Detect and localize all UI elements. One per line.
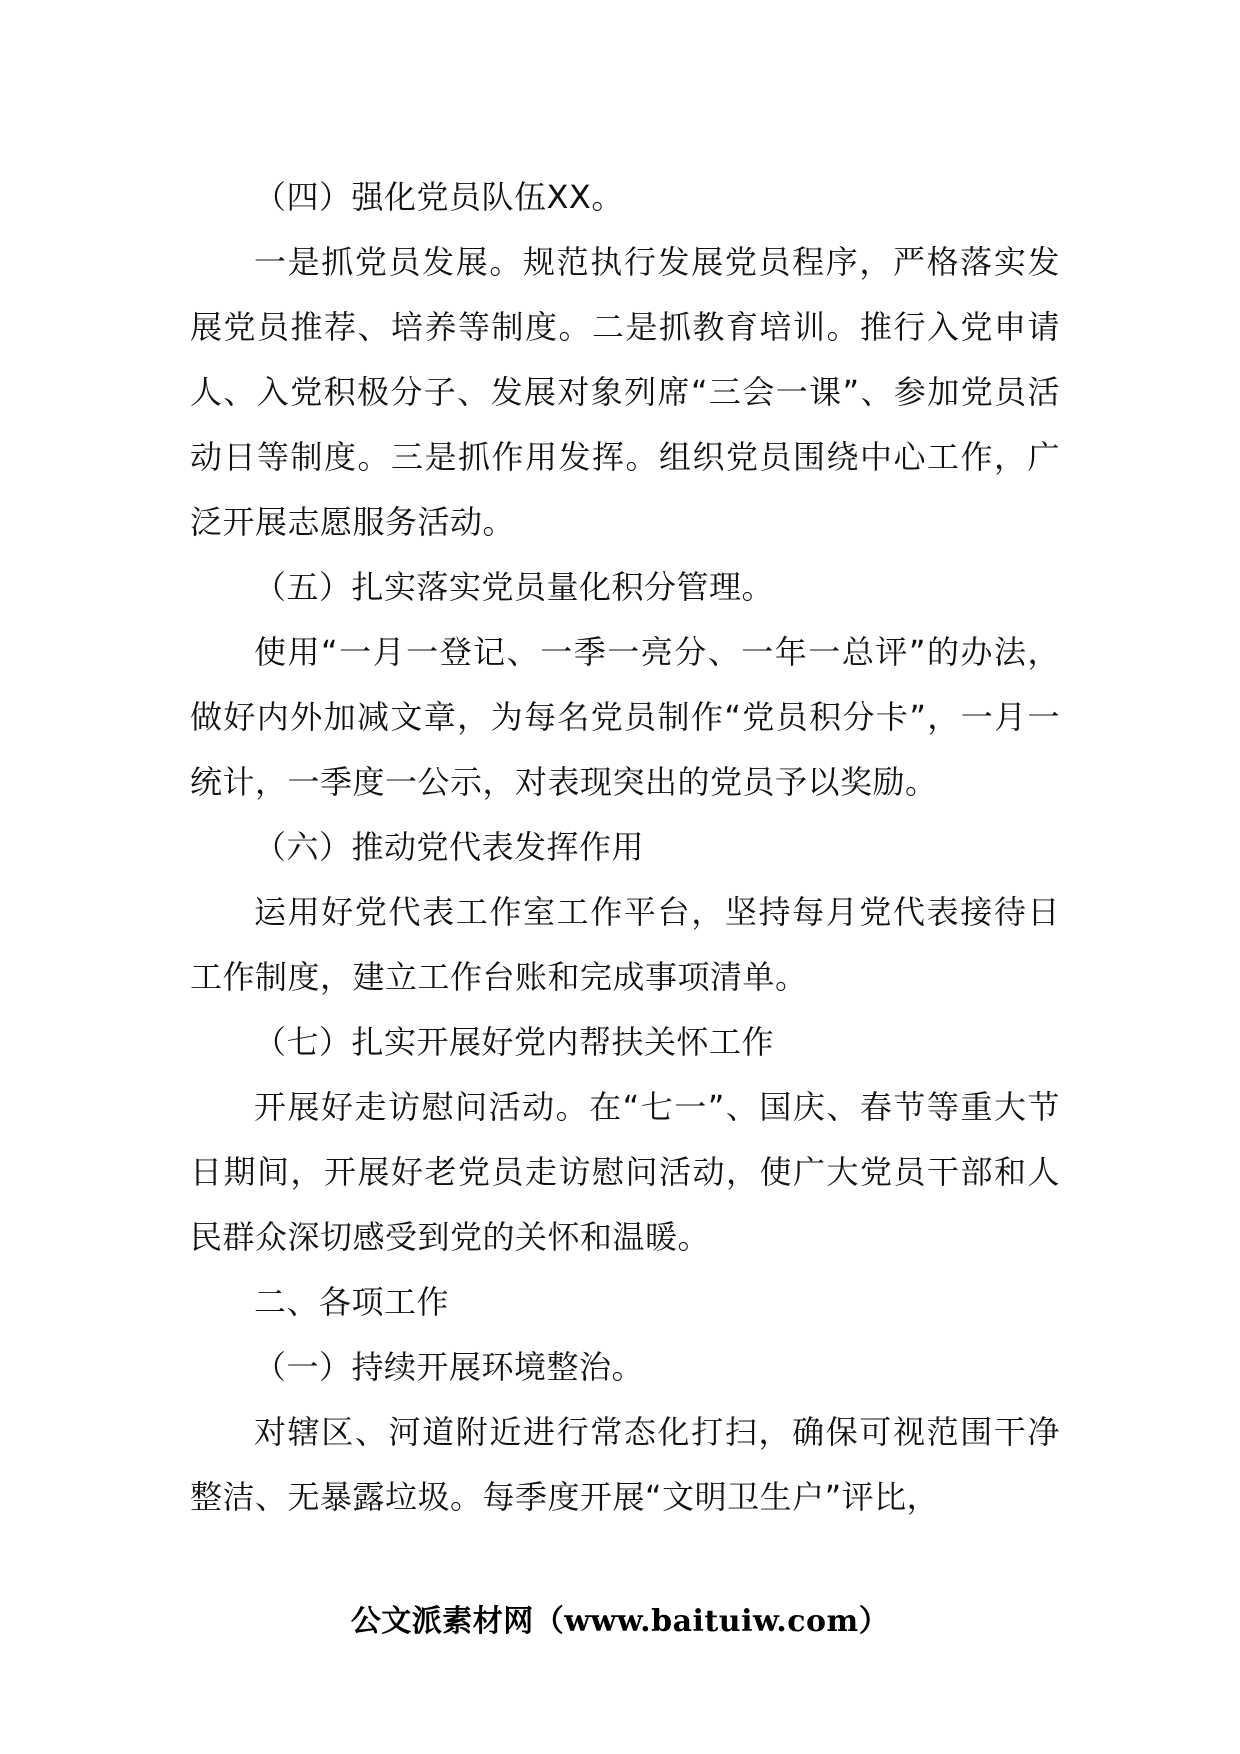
paragraph-environment: 对辖区、河道附近进行常态化打扫，确保可视范围干净整洁、无暴露垃圾。每季度开展“文明卫生户”评比，	[190, 1413, 1060, 1516]
paragraph-points-management: 使用“一月一登记、一季一亮分、一年一总评”的办法，做好内外加减文章，为每名党员制作“党员积分卡”，一月一统计，一季度一公示，对表现突出的党员予以奖励。	[190, 633, 1060, 801]
footer-watermark: 公文派素材网（www.baituiw.com）	[350, 1604, 890, 1639]
section-heading-part-2: 二、各项工作	[254, 1283, 450, 1321]
paragraph-visits-care: 开展好走访慰问活动。在“七一”、国庆、春节等重大节日期间，开展好老党员走访慰问活动，使广大党员干部和人民群众深切感受到党的关怀和温暖。	[190, 1088, 1060, 1256]
section-heading-6: （六）推动党代表发挥作用	[254, 828, 645, 866]
section-heading-7: （七）扎实开展好党内帮扶关怀工作	[254, 1023, 775, 1061]
section-heading-2-1: （一）持续开展环境整治。	[254, 1348, 645, 1386]
section-heading-5: （五）扎实落实党员量化积分管理。	[254, 568, 775, 606]
document-body	[190, 165, 1060, 1530]
paragraph-party-representatives: 运用好党代表工作室工作平台，坚持每月党代表接待日工作制度，建立工作台账和完成事项清单。	[190, 893, 1060, 996]
section-heading-4: （四）强化党员队伍XX。	[254, 178, 624, 216]
paragraph-party-member-development: 一是抓党员发展。规范执行发展党员程序，严格落实发展党员推荐、培养等制度。二是抓教育培训。推行入党申请人、入党积极分子、发展对象列席“三会一课”、参加党员活动日等制度。三是抓作用发挥。组织党员围绕中心工作，广泛开展志愿服务活动。	[190, 243, 1060, 541]
